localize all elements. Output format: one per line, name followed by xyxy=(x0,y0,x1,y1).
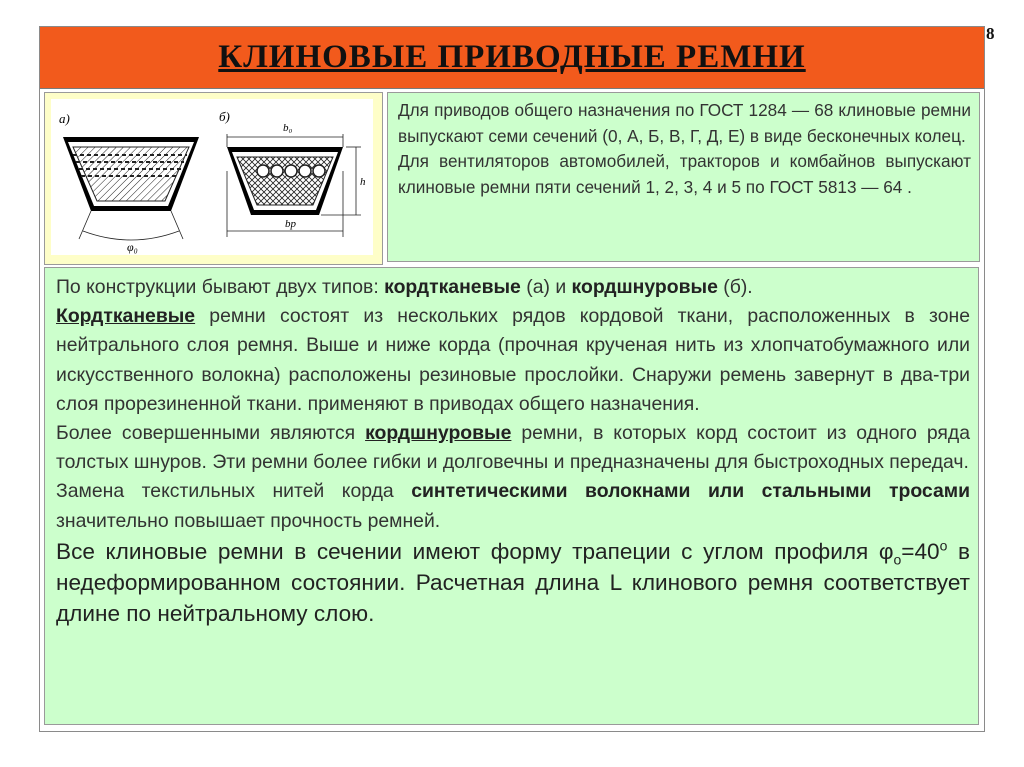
synthetic-highlight: синтетическими волокнами или стальными тросами xyxy=(411,480,970,503)
cord-string-heading: кордшнуровые xyxy=(365,422,512,445)
dim-h-label: h xyxy=(360,176,366,188)
cord-fabric-heading: Кордтканевые xyxy=(56,305,196,328)
type-cord-string: кордшнуровые xyxy=(571,276,718,298)
cord-fabric-paragraph xyxy=(56,302,970,419)
label-a: а) xyxy=(59,111,70,126)
types-paragraph xyxy=(56,273,970,302)
type-cord-fabric: кордтканевые xyxy=(384,276,521,298)
gost-paragraph-1: Для приводов общего назначения по ГОСТ 1284 — 68 клиновые ремни выпускают семи сечений (0, А, Б, В, Г, Д, Е) в виде бесконечных колец. xyxy=(398,100,971,146)
phi-subscript: о xyxy=(893,551,902,568)
construction-panel xyxy=(44,267,979,725)
gost-paragraph-2: Для вентиляторов автомобилей, тракторов и комбайнов выпускают клиновые ремни пяти сечений 1, 2, 3, 4 и 5 по ГОСТ 5813 — 64 . xyxy=(398,151,971,197)
cord-fabric-belt-section xyxy=(63,137,199,240)
gost-info-panel xyxy=(387,92,980,262)
synthetic-paragraph xyxy=(56,477,970,535)
profile-text-pre: Все клиновые ремни в сечении имеют форму трапеции с углом профиля xyxy=(56,538,879,564)
slide-title: КЛИНОВЫЕ ПРИВОДНЫЕ РЕМНИ xyxy=(218,39,806,75)
page-number: 8 xyxy=(986,24,995,43)
types-text-post: (б). xyxy=(717,276,753,298)
dim-bp-label: bp xyxy=(285,218,296,230)
synthetic-text: значительно повышает прочность ремней. xyxy=(56,509,441,532)
title-bar xyxy=(40,27,984,89)
dim-b0-label: b₀ xyxy=(283,122,293,134)
cord-string-paragraph xyxy=(56,419,970,477)
angle-value: =40 xyxy=(901,538,940,564)
belt-cross-section-figure xyxy=(51,99,373,255)
cord-string-text-pre: Более совершенными являются xyxy=(56,422,366,445)
synthetic-text-pre: Замена текстильных нитей корда xyxy=(56,480,412,503)
belt-cross-section-drawing xyxy=(51,99,373,255)
slide xyxy=(39,26,985,732)
angle-phi-label: φ₀ xyxy=(127,240,138,254)
cord-fabric-text: ремни состоят из нескольких рядов кордовой ткани, расположенных в зоне нейтрального слоя ремня. Выше и ниже корда (прочная крученая нить из хлопчатобумажного или искусственного волокна) расположены резиновые прослойки. Снаружи ремень завернут в два-три слоя прорезиненной ткани. применяют в приводах общего назначения. xyxy=(56,305,970,415)
phi-symbol: φ xyxy=(878,538,894,564)
types-text-pre: По конструкции бывают двух типов: xyxy=(56,276,385,298)
cord-string-text: ремни, в которых корд состоит из одного ряда толстых шнуров. Эти ремни более гибки и долговечны и предназначены для быстроходных передач. xyxy=(56,422,970,474)
profile-angle-paragraph xyxy=(56,536,970,629)
types-text-mid: (а) и xyxy=(520,276,572,298)
label-b: б) xyxy=(219,109,230,124)
belt-figure-panel xyxy=(44,92,383,265)
profile-text: в недеформированном состоянии. Расчетная длина L клинового ремня соответствует длине по нейтральному слою. xyxy=(56,538,971,626)
degree-superscript: о xyxy=(939,537,948,554)
